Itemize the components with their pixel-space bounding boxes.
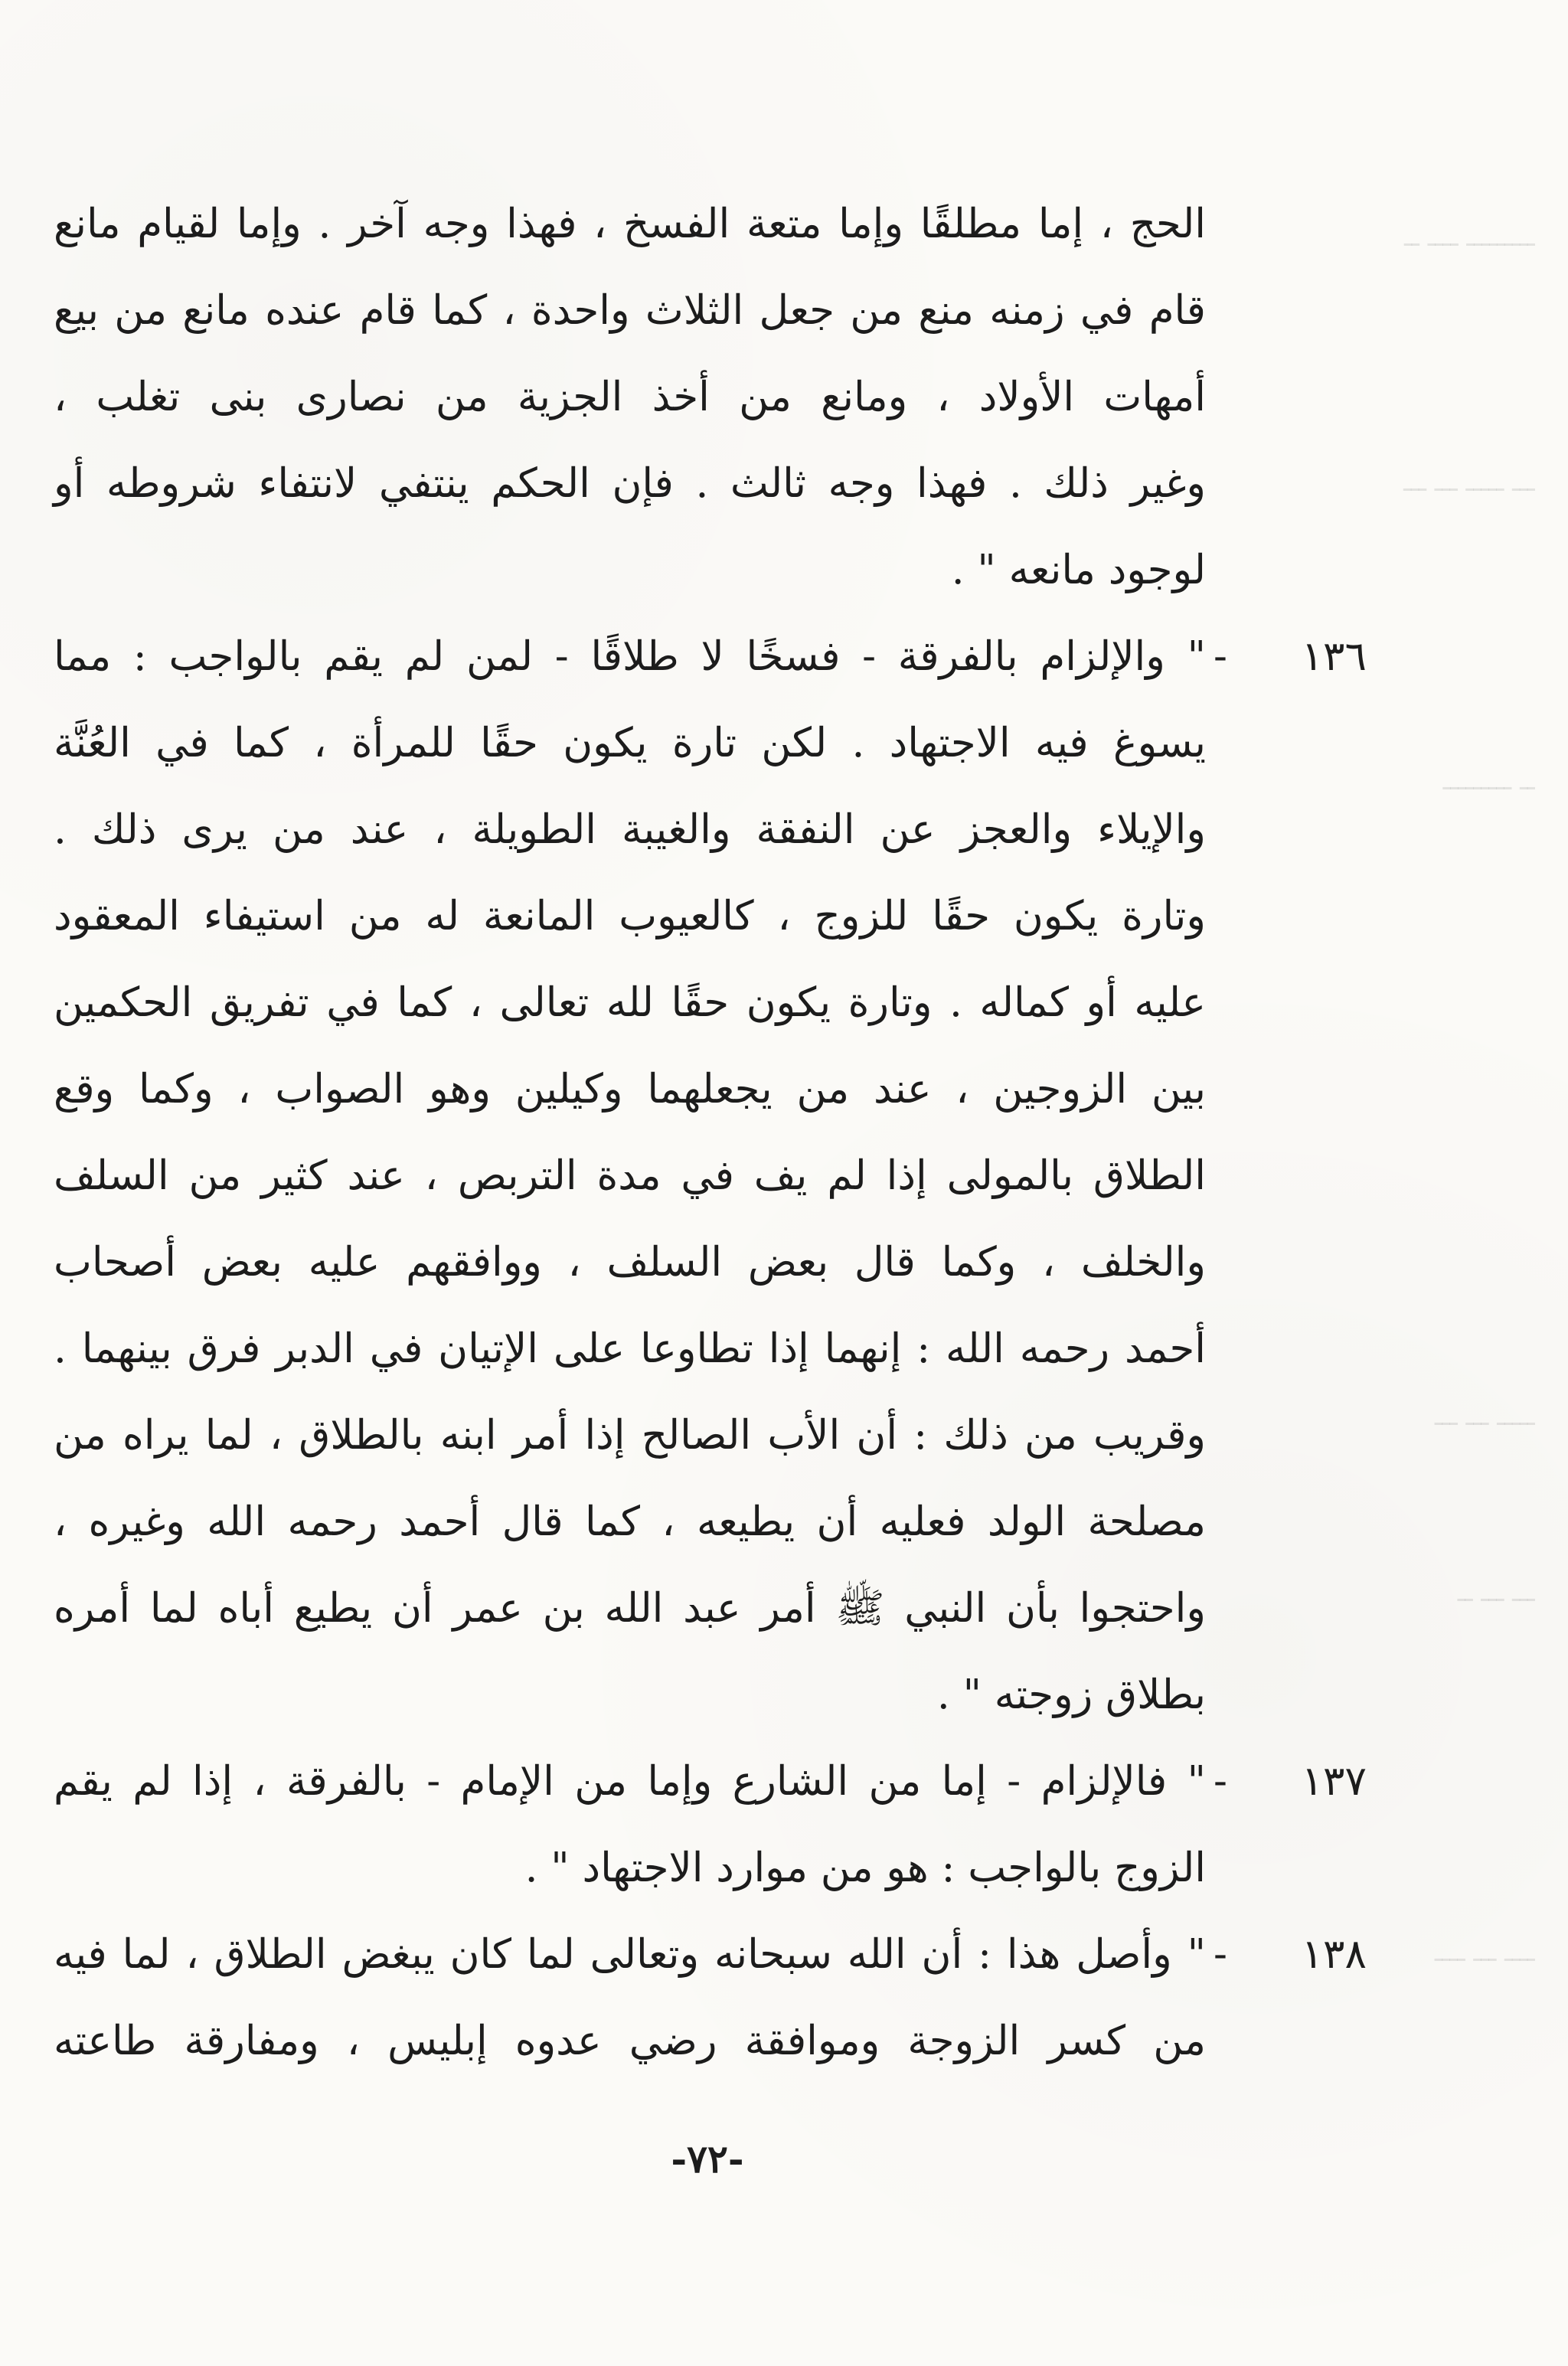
text-line: الطلاق بالمولى إذا لم يف في مدة التربص ، عند كثير من السلف: [54, 1152, 1206, 1199]
text-line: [54, 1738, 1367, 1825]
text-line: [54, 1911, 1367, 1998]
bleed-through-text: ــــ ـــ ــــ: [1434, 1937, 1535, 1968]
text-line: مصلحة الولد فعليه أن يطيعه ، كما قال أحمد رحمه الله وغيره ،: [54, 1498, 1206, 1545]
text-line-content: " وأصل هذا : أن الله سبحانه وتعالى لما كان يبغض الطلاق ، لما فيه: [54, 1931, 1206, 1978]
bleed-through-text: ـــــ ـــ ـــ: [1434, 1401, 1535, 1432]
bleed-through-text: ـــ ـــــ ـــ ـــ: [1403, 467, 1535, 498]
bleed-through-text: ـــــــــ ــــ ــ: [1403, 222, 1535, 253]
text-line: لوجود مانعه " .: [951, 547, 1206, 593]
page-number: -٧٢-: [671, 2136, 744, 2181]
text-line: [54, 613, 1367, 700]
text-line: عليه أو كماله . وتارة يكون حقًا لله تعالى ، كما في تفريق الحكمين: [54, 979, 1206, 1026]
bleed-through-text: ــ ـــــــــ: [1442, 766, 1535, 796]
paragraph-number: ١٣٧ -: [1214, 1758, 1367, 1805]
text-line: قام في زمنه منع من جعل الثلاث واحدة ، كما قام عنده مانع من بيع: [54, 287, 1206, 334]
text-line: يسوغ فيه الاجتهاد . لكن تارة يكون حقًا للمرأة ، كما في العُنَّة: [54, 720, 1206, 766]
text-line: أمهات الأولاد ، ومانع من أخذ الجزية من نصارى بنى تغلب ،: [54, 374, 1206, 420]
text-line: والإيلاء والعجز عن النفقة والغيبة الطويلة ، عند من يرى ذلك .: [54, 806, 1206, 853]
text-line: بطلاق زوجته " .: [936, 1672, 1206, 1718]
paragraph-continuation: [54, 181, 1206, 613]
paragraph-137: [54, 1738, 1367, 1911]
paragraph-138: [54, 1911, 1367, 2084]
text-line: الحج ، إما مطلقًا وإما متعة الفسخ ، فهذا وجه آخر . وإما لقيام مانع: [54, 201, 1206, 247]
text-line: واحتجوا بأن النبي ﷺ أمر عبد الله بن عمر أن يطيع أباه لما أمره: [54, 1585, 1206, 1632]
text-line: وتارة يكون حقًا للزوج ، كالعيوب المانعة له من استيفاء المعقود: [54, 893, 1206, 940]
paragraph-136: [54, 613, 1367, 1738]
text-line: من كسر الزوجة وموافقة رضي عدوه إبليس ، ومفارقة طاعته: [54, 2018, 1206, 2064]
text-line-content: " والإلزام بالفرقة - فسخًا لا طلاقًا - لمن لم يقم بالواجب : مما: [54, 633, 1206, 680]
paragraph-number: ١٣٦ -: [1214, 633, 1367, 680]
text-line: وقريب من ذلك : أن الأب الصالح إذا أمر ابنه بالطلاق ، لما يراه من: [54, 1412, 1206, 1459]
text-line: الزوج بالواجب : هو من موارد الاجتهاد " .: [524, 1845, 1206, 1891]
bleed-through-text: ـــ ـــ ــ: [1457, 1577, 1535, 1608]
text-line: وغير ذلك . فهذا وجه ثالث . فإن الحكم ينتفي لانتفاء شروطه أو: [54, 460, 1206, 507]
text-line-content: " فالإلزام - إما من الشارع وإما من الإمام - بالفرقة ، إذا لم يقم: [54, 1758, 1206, 1805]
text-line: أحمد رحمه الله : إنهما إذا تطاوعا على الإتيان في الدبر فرق بينهما .: [54, 1325, 1206, 1372]
text-line: والخلف ، وكما قال بعض السلف ، ووافقهم عليه بعض أصحاب: [54, 1239, 1207, 1286]
paragraph-number: ١٣٨ -: [1214, 1931, 1367, 1978]
text-line: بين الزوجين ، عند من يجعلهما وكيلين وهو الصواب ، وكما وقع: [54, 1066, 1206, 1113]
page-body: [54, 181, 1367, 2084]
